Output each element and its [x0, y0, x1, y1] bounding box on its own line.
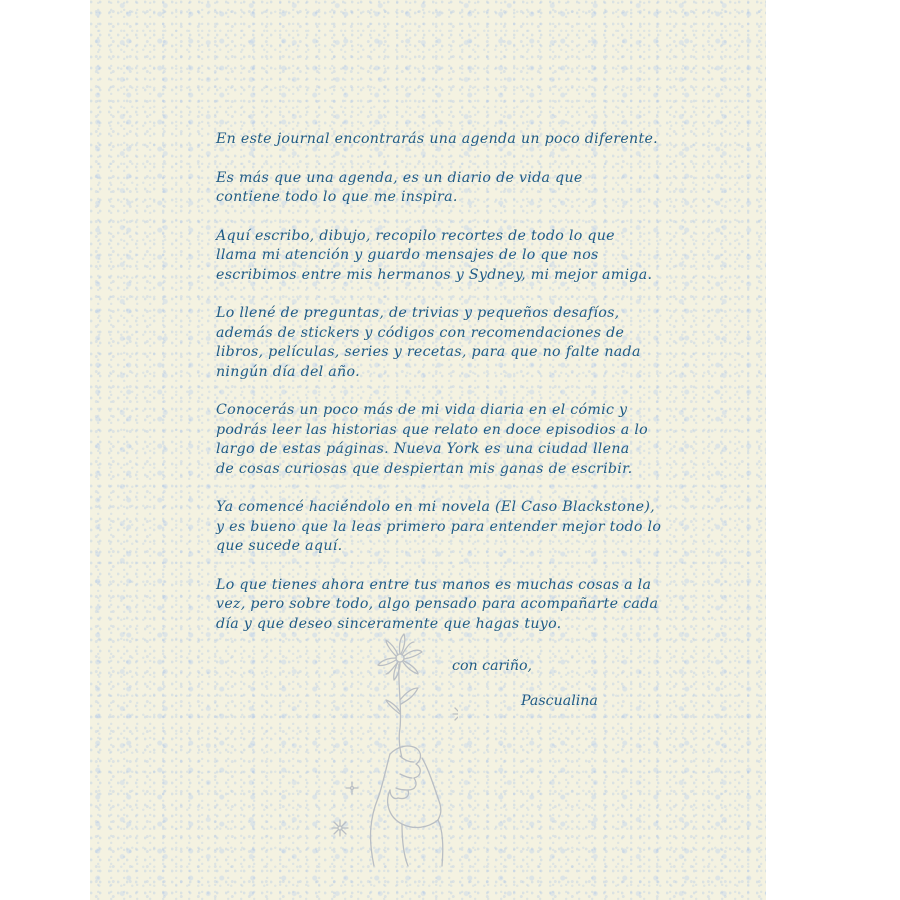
paragraph	[216, 304, 776, 382]
signature: Pascualina	[521, 693, 598, 709]
paragraph	[216, 401, 776, 479]
text-line: Ya comencé haciéndolo en mi novela (El Caso Blackstone),	[216, 499, 655, 515]
hand	[371, 746, 443, 866]
text-line: Es más que una agenda, es un diario de vida que	[216, 169, 583, 186]
text-line: que sucede aquí.	[216, 538, 343, 554]
small-flower	[346, 782, 358, 794]
paragraph	[216, 498, 776, 557]
text-line: Conocerás un poco más de mi vida diaria en el cómic y	[216, 402, 628, 418]
paragraph	[216, 130, 776, 150]
text-line: además de stickers y códigos con recomendaciones de	[216, 324, 625, 341]
text-line: Aquí escribo, dibujo, recopilo recortes de todo lo que	[216, 227, 615, 244]
paragraph	[216, 227, 776, 286]
text-line: ningún día del año.	[216, 363, 360, 380]
letter-body	[216, 130, 776, 653]
text-line: de cosas curiosas que despiertan mis ganas de escribir.	[216, 460, 633, 477]
text-line: vez, pero sobre todo, algo pensado para acompañarte cada	[216, 596, 659, 612]
text-line: contiene todo lo que me inspira.	[216, 189, 458, 205]
flower-head	[378, 634, 422, 680]
journal-page	[90, 0, 766, 900]
text-line: En este journal encontrarás una agenda un poco diferente.	[216, 131, 658, 147]
text-line: Lo que tienes ahora entre tus manos es muchas cosas a la	[216, 576, 652, 593]
text-line: y es bueno que la leas primero para entender mejor todo lo	[216, 518, 662, 535]
small-flower	[332, 820, 348, 836]
small-flower	[453, 706, 458, 722]
closing-text: con cariño,	[452, 658, 533, 674]
text-line: libros, películas, series y recetas, para que no falte nada	[216, 344, 641, 360]
text-line: escribimos entre mis hermanos y Sydney, mi mejor amiga.	[216, 266, 653, 283]
text-line: largo de estas páginas. Nueva York es una ciudad llena	[216, 441, 630, 457]
text-line: Lo llené de preguntas, de trivias y pequeños desafíos,	[216, 305, 620, 321]
paragraph	[216, 576, 776, 635]
text-line: día y que deseo sinceramente que hagas tuyo.	[216, 615, 562, 632]
text-line: podrás leer las historias que relato en doce episodios a lo	[216, 421, 649, 438]
text-line: llama mi atención y guardo mensajes de lo que nos	[216, 247, 599, 263]
hand-holding-flower-sketch-icon	[318, 628, 458, 868]
paragraph	[216, 169, 776, 208]
